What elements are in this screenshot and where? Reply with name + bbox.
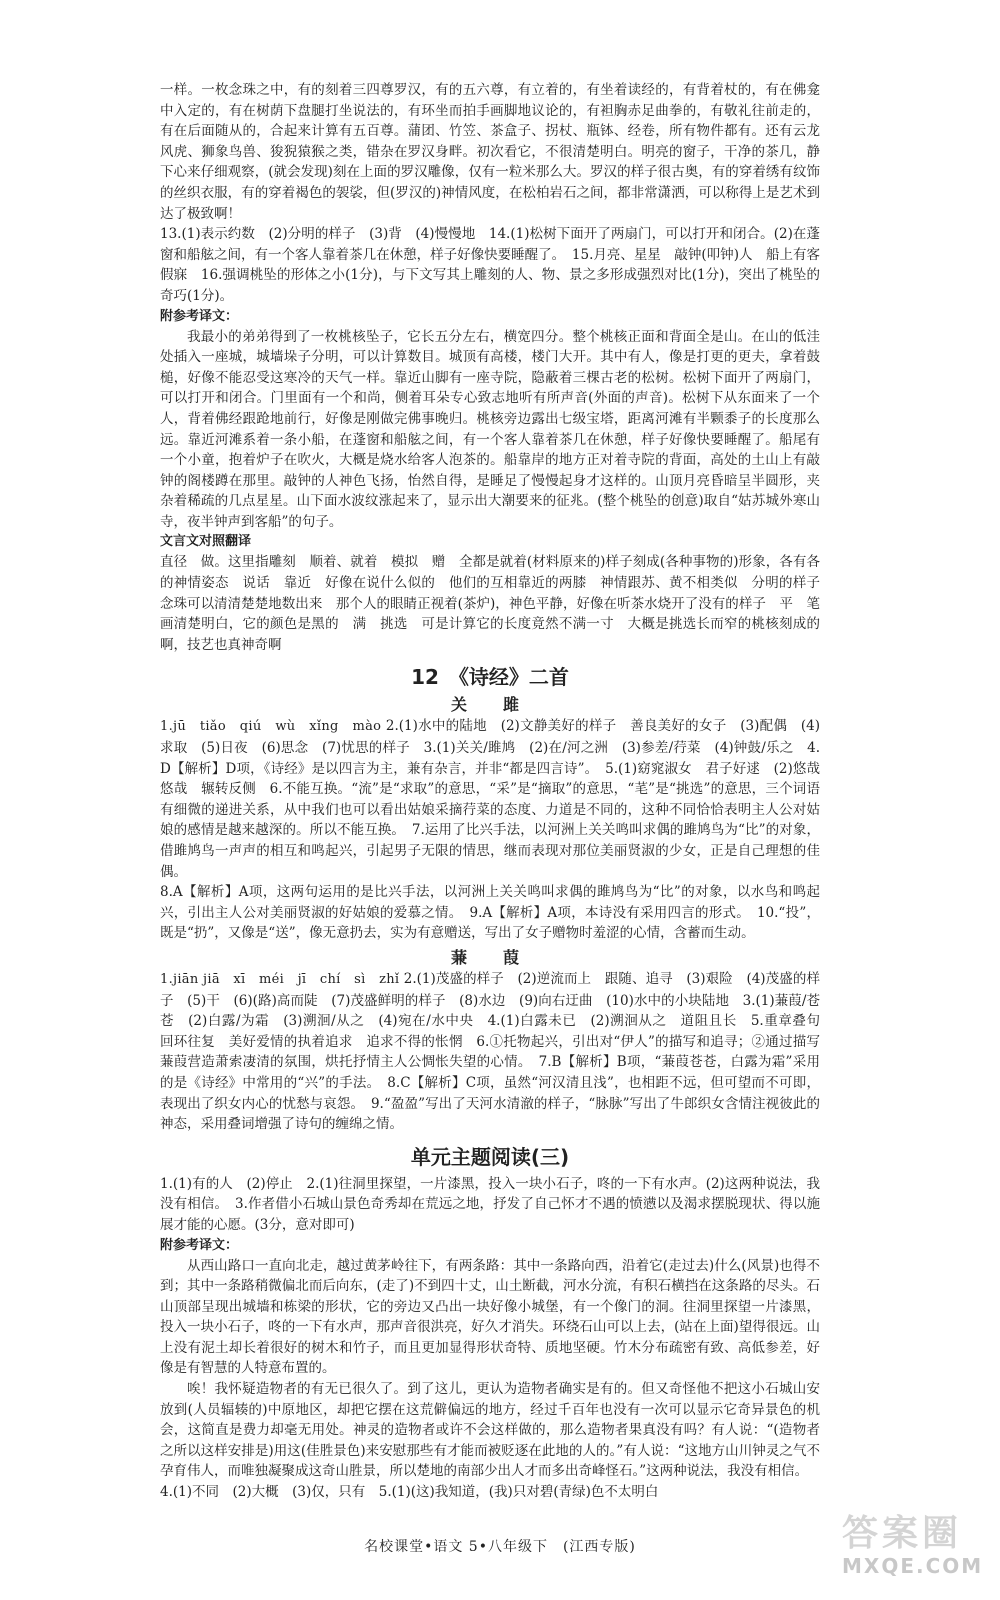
unit-reference-paragraph-2: 唉！我怀疑造物者的有无已很久了。到了这儿，更认为造物者确实是有的。但又奇怪他不把这小石城山安放到(人员辐辏的)中原地区，却把它摆在这荒僻偏远的地方，经过千百年也没有一次可以显示它奇异景色的机会，这简直是费力却毫无用处。神灵的造物者或许不会这样做的，那么造物者果真没有吗？有人说：“(造物者之所以这样安排是)用这(佳胜景色)来安慰那些有才能而被贬逐在此地的人的。”有人说：“这地方山川钟灵之气不孕育伟人，而唯独凝聚成这奇山胜景，所以楚地的南部少出人才而多出奇峰怪石。”这两种说法，我没有相信。 [160,1381,820,1480]
watermark-text: 答案圈 [842,1513,963,1554]
watermark-url: MXQE.COM [842,1554,984,1578]
section-title-guanju: 关 雎 [450,695,529,715]
watermark-logo [842,1514,992,1590]
unit-reference-paragraph-1: 从西山路口一直向北走，越过黄茅岭往下，有两条路：其中一条路向西，沿着它(走过去)什么(风景)也得不到；其中一条路稍微偏北而后向东，(走了)不到四十丈，山土断截，河水分流，有积石横挡在这条路的尽头。石山顶部呈现出城墙和栋梁的形状，它的旁边又凸出一块好像小城堡，有一个像门的洞。往洞里探望一片漆黑，投入一块小石子，咚的一下有水声，那声音很洪亮，好久才消失。环绕石山可以上去，(站在上面)望得很远。山上没有泥土却长着很好的树木和竹子，而且更加显得形状奇特、质地坚硬。竹木分布疏密有致、高低参差，好像是有智慧的人特意布置的。 [160,1257,820,1377]
glossary-label: 文言文对照翻译 [160,534,252,550]
guanju-answers-2: 8.A【解析】A项，这两句运用的是比兴手法，以河洲上关关鸣叫求偶的雎鸠鸟为“比”的对象，以水鸟和鸣起兴，引出主人公对美丽贤淑的好姑娘的爱慕之情。 9.A【解析】A项，本诗没有采用四言的形式。 10.“投”，既是“扔”，又像是“送”，像无意扔去，实为有意赠送，写出了女子赠物时羞涩的心情，含蓄而生动。 [160,884,820,942]
answers-13-16: 13.(1)表示约数 (2)分明的样子 (3)背 (4)慢慢地 14.(1)松树下面开了两扇门，可以打开和闭合。(2)在蓬窗和船舷之间，有一个客人靠着茶几在休憩，样子好像快要睡醒了。 15.月亮、星星 敲钟(叩钟)人 船上有客假寐 16.强调桃坠的形体之小(1分)，与下文写其上雕刻的人、物、景之多形成强烈对比(1分)，突出了桃坠的奇巧(1分)。 [160,226,820,304]
answer-page [160,80,834,1503]
guanju-pinyin: 1.jū tiǎo qiú wù xǐng mào [160,719,382,735]
glossary-text: 直径 做。这里指雕刻 顺着、就着 模拟 赠 全都是就着(材料原来的)样子刻成(各种事物的)形象，各有各的神情姿态 说话 靠近 好像在说什么似的 他们的互相靠近的两膝 神情跟苏、黄不相类似 分明的样子 念珠可以清清楚楚地数出来 那个人的眼睛正视着(茶炉)，神色平静，好像在听茶水烧开了没有的样子 平 笔画清楚明白，它的颜色是黑的 满 挑选 可是计算它的长度竟然不满一寸 大概是挑选长而窄的桃核刻成的 啊，技艺也真神奇啊 [160,554,834,653]
page-footer: 名校课堂•语文 5•八年级下 (江西专版) [364,1539,636,1555]
unit-reading-title: 单元主题阅读(三) [410,1144,570,1169]
lesson-title: 12 《诗经》二首 [411,665,569,690]
guanju-answers: 2.(1)水中的陆地 (2)文静美好的样子 善良美好的女子 (3)配偶 (4)求取 (5)日夜 (6)思念 (7)忧思的样子 3.(1)关关/雎鸠 (2)在/河之洲 (3)参差/荇菜 (4)钟鼓/乐之 4.D【解析】D项，《诗经》是以四言为主，兼有杂言，并非“都是四言诗”。 5.(1)窈窕淑女 君子好逑 (2)悠哉悠哉 辗转反侧 6.不能互换。“流”是“求取”的意思，“采”是“摘取”的意思，“芼”是“挑选”的意思，三个词语有细微的递进关系，从中我们也可以看出姑娘采摘荇菜的态度、力道是不同的，这种不同恰恰表明主人公对姑娘的感情是越来越深的。所以不能互换。 7.运用了比兴手法，以河洲上关关鸣叫求偶的雎鸠鸟为“比”的对象，借雎鸠鸟一声声的相互和鸣起兴，引起男子无限的情思，继而表现对那位美丽贤淑的少女，正是自己理想的佳偶。 [160,718,821,880]
reference-translation-text: 我最小的弟弟得到了一枚桃核坠子，它长五分左右，横宽四分。整个桃核正面和背面全是山。在山的低洼处插入一座城，城墙垛子分明，可以计算数目。城顶有高楼，楼门大开。其中有人，像是打更的更夫，拿着鼓槌，好像不能忍受这寒冷的天气一样。靠近山脚有一座寺院，隐蔽着三棵古老的松树。松树下面开了两扇门，可以打开和闭合。门里面有一个和尚，侧着耳朵专心致志地听有所声音(外面的声音)。松树下从东面来了一个人，背着佛经跟跄地前行，好像是刚做完佛事晚归。桃核旁边露出七级宝塔，距离河滩有半颗黍子的长度那么远。靠近河滩系着一条小船，在蓬窗和船舷之间，有一个客人靠着茶几在休憩，样子好像快要睡醒了。船尾有一个小童，抱着炉子在吹火，大概是烧水给客人泡茶的。船靠岸的地方正对着寺院的背面，高处的土山上有敲钟的阁楼蹲在那里。敲钟的人神色飞扬，怡然自得，是睡足了慢慢起身才这样的。山顶月亮昏暗呈半圆形，夹杂着稀疏的几点星星。山下面水波纹涨起来了，显示出大潮要来的征兆。(整个桃坠的创意)取自“姑苏城外寒山寺，夜半钟声到客船”的句子。 [160,328,820,530]
unit-reference-label: 附参考译文： [160,1237,239,1253]
unit-reading-answers-final: 4.(1)不同 (2)大概 (3)仅，只有 5.(1)(这)我知道，(我)只对碧(青绿)色不太明白 [160,1484,659,1501]
passage-translation-end: 一样。一枚念珠之中，有的刻着三四尊罗汉，有的五六尊，有立着的，有坐着读经的，有背着杖的，有在佛龛中入定的，有在树荫下盘腿打坐说法的，有环坐而拍手画脚地议论的，有袒胸赤足曲拳的，有敬礼往前走的，有在后面随从的，合起来计算有五百尊。蒲团、竹笠、茶盒子、拐杖、瓶钵、经卷，所有物件都有。还有云龙风虎、狮象鸟兽、狻猊猿猴之类，错杂在罗汉身畔。初次看它，不很清楚明白。明亮的窗子，干净的茶几，静下心来仔细观察，(就会发现)刻在上面的罗汉雕像，仅有一粒米那么大。罗汉的样子很古奥，有的穿着绣有纹饰的丝织衣服，有的穿着褐色的袈裟，但(罗汉的)神情风度，在松柏岩石之间，都非常潇洒，可以称得上是艺术到达了极致啊！ [160,82,820,222]
jianjia-answers: 2.(1)茂盛的样子 (2)逆流而上 跟随、追寻 (3)艰险 (4)茂盛的样子 (5)干 (6)(路)高而陡 (7)茂盛鲜明的样子 (8)水边 (9)向右迂曲 (10)水中的小块陆地 3.(1)蒹葭/苍苍 (2)白露/为霜 (3)溯洄/从之 (4)宛在/水中央 4.(1)白露未已 (2)溯洄从之 道阻且长 5.重章叠句 回环往复 美好爱情的执着追求 追求不得的怅惘 6.①托物起兴，引出对“伊人”的描写和追寻；②通过描写蒹葭营造萧索凄清的氛围，烘托抒情主人公惆怅失望的心情。 7.B【解析】B项，“蒹葭苍苍，白露为霜”采用的是《诗经》中常用的“兴”的手法。 8.C【解析】C项，虽然“河汉清且浅”，也相距不远，但可望而不可即，表现出了织女内心的忧愁与哀怨。 9.“盈盈”写出了天河水清澈的样子，“脉脉”写出了牛郎织女含情注视彼此的神态，采用叠词增强了诗句的缠绵之情。 [160,970,834,1133]
reference-translation-label: 附参考译文： [160,308,239,324]
section-title-jianjia: 蒹 葭 [450,947,529,967]
unit-reading-answers: 1.(1)有的人 (2)停止 2.(1)往洞里探望，一片漆黑，投入一块小石子，咚的一下有水声。(2)这两种说法，我没有相信。 3.作者借小石城山景色奇秀却在荒远之地，抒发了自己怀才不遇的愤懑以及渴求摆脱现状、得以施展才能的心愿。(3分，意对即可) [160,1175,820,1233]
jianjia-pinyin: 1.jiān jiā xī méi jī chí sì zhǐ [160,971,400,987]
